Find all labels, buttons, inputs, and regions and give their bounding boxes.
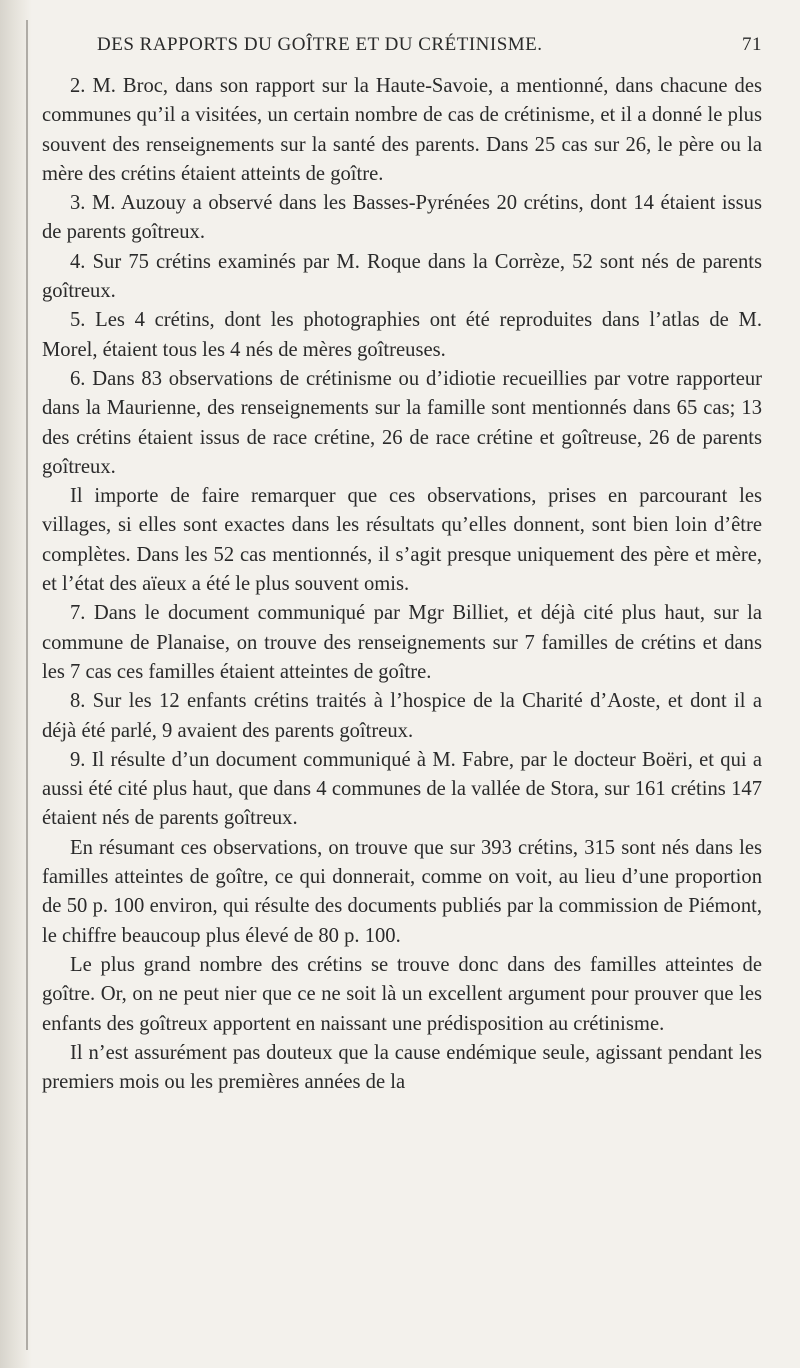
paragraph-observation-4: 4. Sur 75 crétins examinés par M. Roque dans la Corrèze, 52 sont nés de parents goîtreux. xyxy=(42,250,762,303)
paragraph-observation-5: 5. Les 4 crétins, dont les photographies ont été reproduites dans l’atlas de M. Morel, étaient tous les 4 nés de mères goîtreuses. xyxy=(42,309,762,361)
paragraph-conclusion: Le plus grand nombre des crétins se trouve donc dans des familles atteintes de goître. Or, on ne peut nier que ce ne soit là un excellent argument pour prouver que les enfants des goîtreux apportent en naissant une prédisposition au crétinisme. xyxy=(42,953,762,1035)
paragraph-observation-6: 6. Dans 83 observations de crétinisme ou d’idiotie recueillies par votre rapporteur dans la Maurienne, des renseignements sur la famille sont mentionnés dans 65 cas; 13 des crétins étaient issus de race crétine, 26 de race crétine et goîtreuse, 26 de parents goîtreux. xyxy=(42,367,762,478)
paragraph-summary: En résumant ces observations, on trouve que sur 393 crétins, 315 sont nés dans les familles atteintes de goître, ce qui donnerait, comme on voit, au lieu d’une proportion de 50 p. 100 environ, qui résulte des documents publiés par la commission de Piémont, le chiffre beaucoup plus élevé de 80 p. 100. xyxy=(42,836,762,947)
paragraph-continuation: Il n’est assurément pas douteux que la cause endémique seule, agissant pendant les premiers mois ou les premières années de la xyxy=(42,1041,762,1094)
page-body xyxy=(42,72,762,1097)
paragraph-remark: Il importe de faire remarquer que ces observations, prises en parcourant les villages, si elles sont exactes dans les résultats qu’elles donnent, sont bien loin d’être complètes. Dans les 52 cas mentionnés, il s’agit presque uniquement des père et mère, et l’état des aïeux a été le plus souvent omis. xyxy=(42,485,762,596)
page-number: 71 xyxy=(742,34,762,55)
binding-edge xyxy=(26,20,28,1350)
paragraph-observation-2: 2. M. Broc, dans son rapport sur la Haute-Savoie, a mentionné, dans chacune des communes qu’il a visitées, un certain nombre de cas de crétinisme, et il a donné le plus souvent des renseignements sur la santé des parents. Dans 25 cas sur 26, le père ou la mère des crétins étaient atteints de goître. xyxy=(42,75,762,185)
paragraph-observation-3: 3. M. Auzouy a observé dans les Basses-Pyrénées 20 crétins, dont 14 étaient issus de parents goîtreux. xyxy=(42,192,762,244)
paragraph-observation-9: 9. Il résulte d’un document communiqué à M. Fabre, par le docteur Boëri, et qui a aussi été cité plus haut, que dans 4 communes de la vallée de Stora, sur 161 crétins 147 étaient nés de parents goîtreux. xyxy=(42,748,762,830)
book-page xyxy=(42,34,762,1097)
paragraph-observation-7: 7. Dans le document communiqué par Mgr Billiet, et déjà cité plus haut, sur la commune de Planaise, on trouve des renseignements sur 7 familles de crétins et dans les 7 cas ces familles étaient atteintes de goître. xyxy=(42,602,762,683)
paragraph-observation-8: 8. Sur les 12 enfants crétins traités à l’hospice de la Charité d’Aoste, et dont il a déjà été parlé, 9 avaient des parents goîtreux. xyxy=(42,690,762,742)
page-header xyxy=(42,34,762,66)
running-head: DES RAPPORTS DU GOÎTRE ET DU CRÉTINISME. xyxy=(97,34,543,55)
